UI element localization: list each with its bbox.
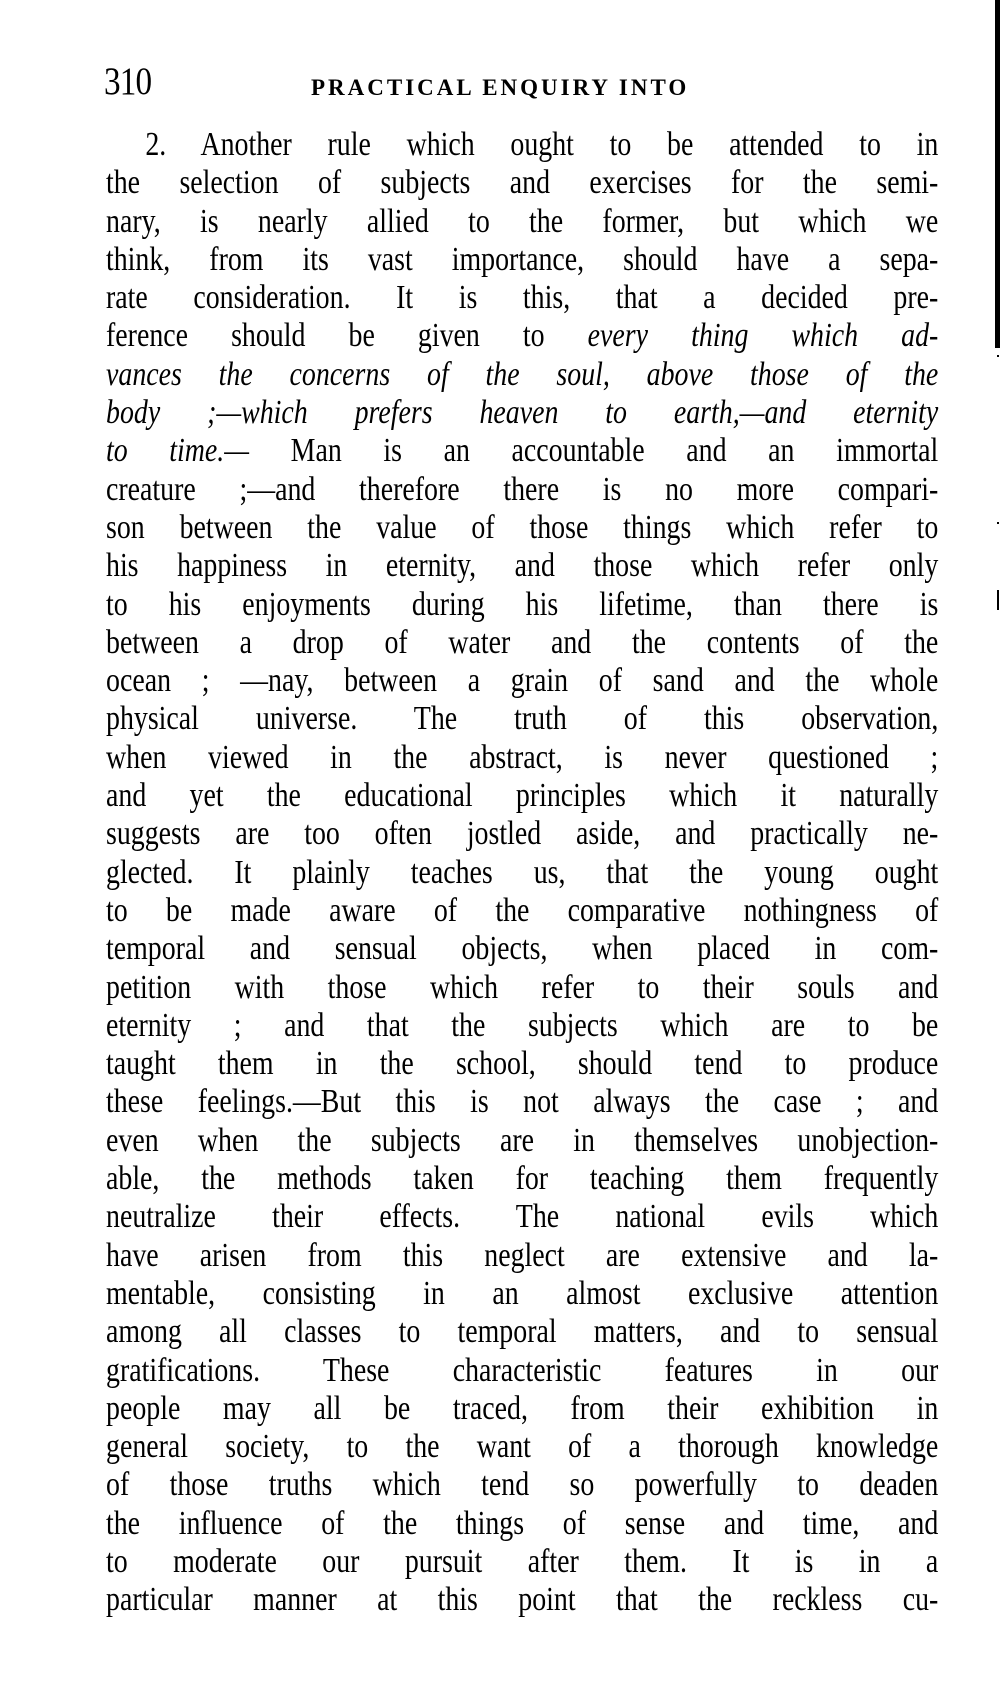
text-segment: the influence of the things of sense and time, and bbox=[106, 1504, 939, 1542]
text-line bbox=[106, 1466, 938, 1504]
body-paragraph bbox=[106, 126, 938, 1620]
text-segment: able, the methods taken for teaching them frequently bbox=[106, 1160, 939, 1198]
text-segment: have arisen from this neglect are extensive and la- bbox=[106, 1236, 939, 1274]
text-line bbox=[106, 1505, 938, 1543]
text-segment: when viewed in the abstract, is never questioned ; bbox=[106, 738, 939, 776]
text-line bbox=[106, 1122, 938, 1160]
text-line bbox=[106, 241, 938, 279]
text-line bbox=[106, 1083, 938, 1121]
text-line bbox=[106, 126, 938, 164]
text-line bbox=[106, 1581, 938, 1619]
text-line bbox=[106, 930, 938, 968]
text-line bbox=[106, 1160, 938, 1198]
text-line bbox=[106, 1352, 938, 1390]
text-line bbox=[106, 700, 938, 738]
text-line bbox=[106, 777, 938, 815]
text-line bbox=[106, 892, 938, 930]
italic-text-segment: vances the concerns of the soul, above those of the bbox=[106, 355, 939, 393]
text-segment: people may all be traced, from their exhibition in bbox=[106, 1389, 939, 1427]
text-segment: his happiness in eternity, and those which refer only bbox=[106, 547, 939, 585]
text-line bbox=[106, 317, 938, 355]
text-segment: between a drop of water and the contents of the bbox=[106, 623, 939, 661]
text-line bbox=[106, 471, 938, 509]
running-title: PRACTICAL ENQUIRY INTO bbox=[311, 75, 690, 100]
text-line bbox=[106, 1007, 938, 1045]
text-segment: the selection of subjects and exercises for the semi- bbox=[106, 164, 939, 202]
text-segment: eternity ; and that the subjects which are to be bbox=[106, 1006, 939, 1044]
text-segment: ference should be given to bbox=[106, 317, 588, 355]
text-line bbox=[106, 509, 938, 547]
text-segment: rate consideration. It is this, that a decided pre- bbox=[106, 279, 939, 317]
text-line bbox=[106, 624, 938, 662]
text-segment: mentable, consisting in an almost exclusive attention bbox=[106, 1274, 939, 1312]
text-line bbox=[106, 854, 938, 892]
text-segment: gratifications. These characteristic features in our bbox=[106, 1351, 939, 1389]
scan-border-edge bbox=[995, 0, 1000, 348]
text-segment: to be made aware of the comparative nothingness of bbox=[106, 891, 939, 929]
text-segment: nary, is nearly allied to the former, but which we bbox=[106, 202, 939, 240]
text-segment: among all classes to temporal matters, and to sensual bbox=[106, 1313, 939, 1351]
text-segment: Man is an accountable and an immortal bbox=[249, 432, 939, 470]
text-segment: glected. It plainly teaches us, that the young ought bbox=[106, 853, 939, 891]
text-segment: general society, to the want of a thorough knowledge bbox=[106, 1428, 939, 1466]
text-segment: to moderate our pursuit after them. It is in a bbox=[106, 1542, 939, 1580]
text-line bbox=[106, 1428, 938, 1466]
text-segment: son between the value of those things which refer to bbox=[106, 508, 939, 546]
text-segment: these feelings.—But this is not always the case ; and bbox=[106, 1083, 939, 1121]
text-segment: and yet the educational principles which it naturally bbox=[106, 777, 939, 815]
text-segment: particular manner at this point that the reckless cu- bbox=[106, 1581, 939, 1619]
text-line bbox=[106, 969, 938, 1007]
text-segment: to his enjoyments during his lifetime, than there is bbox=[106, 585, 939, 623]
text-segment: temporal and sensual objects, when placed in com- bbox=[106, 930, 939, 968]
text-line bbox=[106, 815, 938, 853]
italic-text-segment: body ;—which prefers heaven to earth,—and eternity bbox=[106, 394, 939, 432]
text-line bbox=[106, 739, 938, 777]
text-segment: taught them in the school, should tend to produce bbox=[106, 1045, 939, 1083]
text-line bbox=[106, 279, 938, 317]
text-segment: even when the subjects are in themselves unobjection- bbox=[106, 1121, 939, 1159]
text-segment: of those truths which tend so powerfully to deaden bbox=[106, 1466, 939, 1504]
italic-text-segment: to time.— bbox=[106, 432, 250, 470]
page-number: 310 bbox=[104, 60, 152, 103]
scan-artifact-mark bbox=[997, 355, 999, 357]
text-line bbox=[106, 586, 938, 624]
text-line bbox=[106, 1543, 938, 1581]
text-segment: petition with those which refer to their souls and bbox=[106, 968, 939, 1006]
text-line bbox=[106, 356, 938, 394]
text-line bbox=[106, 1390, 938, 1428]
text-line bbox=[106, 1237, 938, 1275]
text-line bbox=[106, 203, 938, 241]
scan-artifact-mark bbox=[997, 590, 999, 610]
italic-text-segment: every thing which ad- bbox=[587, 317, 939, 355]
text-line bbox=[106, 394, 938, 432]
scan-artifact-mark bbox=[997, 522, 999, 524]
text-line bbox=[106, 1198, 938, 1236]
text-line bbox=[106, 1275, 938, 1313]
text-line bbox=[106, 1045, 938, 1083]
text-segment: physical universe. The truth of this observation, bbox=[106, 700, 939, 738]
text-line bbox=[106, 1313, 938, 1351]
text-line bbox=[106, 164, 938, 202]
text-line bbox=[106, 662, 938, 700]
text-segment: neutralize their effects. The national evils which bbox=[106, 1198, 939, 1236]
text-segment: think, from its vast importance, should have a sepa- bbox=[106, 240, 939, 278]
text-line bbox=[106, 547, 938, 585]
text-segment: ocean ; —nay, between a grain of sand and the whole bbox=[106, 662, 939, 700]
text-segment: 2. Another rule which ought to be attended to in bbox=[145, 126, 939, 163]
text-line bbox=[106, 432, 938, 470]
text-segment: suggests are too often jostled aside, and practically ne- bbox=[106, 815, 939, 853]
text-segment: creature ;—and therefore there is no more compari- bbox=[106, 470, 939, 508]
